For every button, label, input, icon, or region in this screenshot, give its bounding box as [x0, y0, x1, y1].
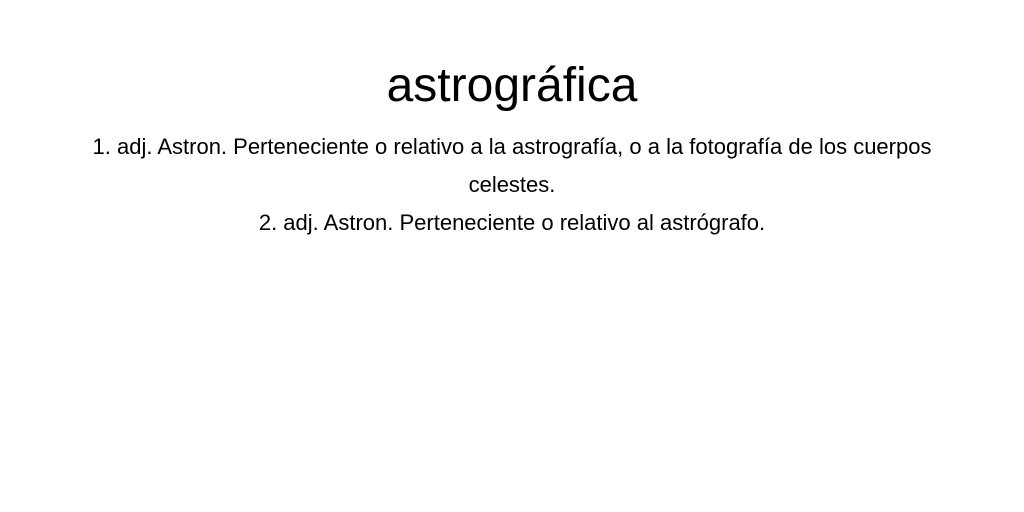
definition-2: 2. adj. Astron. Perteneciente o relativo al astrógrafo.	[258, 210, 766, 235]
definition-list	[82, 128, 942, 242]
headword: astrográfica	[386, 59, 638, 112]
dictionary-entry	[0, 0, 1024, 242]
definition-1: 1. adj. Astron. Perteneciente o relativo a la astrografía, o a la fotografía de los cuerpos celestes.	[92, 134, 932, 197]
